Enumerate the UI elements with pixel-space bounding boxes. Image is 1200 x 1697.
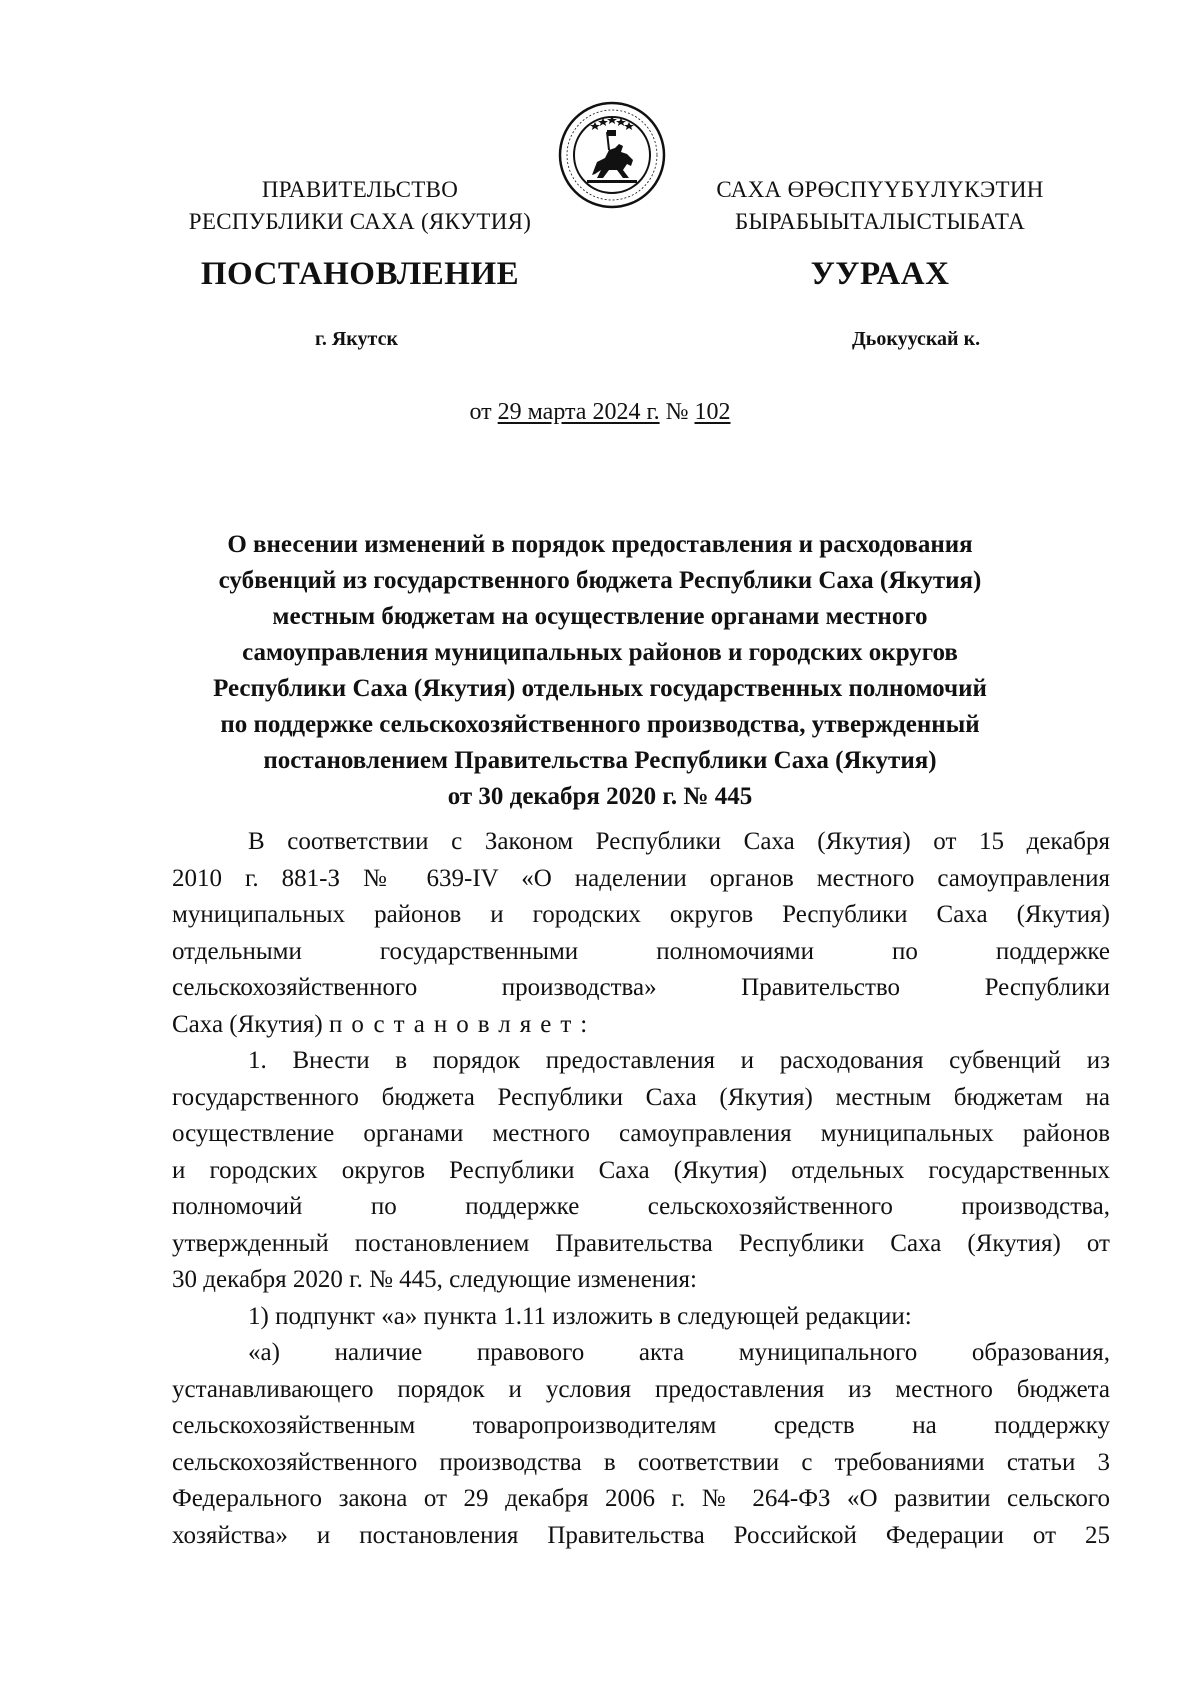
title-line: О внесении изменений в порядок предоставления и расходования bbox=[227, 531, 973, 558]
body-line: полномочий по поддержке сельскохозяйственного производства, bbox=[172, 1193, 1110, 1220]
header-right-government-name bbox=[680, 174, 1080, 238]
document-number: 102 bbox=[694, 399, 731, 425]
city-russian: г. Якутск bbox=[315, 328, 398, 350]
title-line: местным бюджетам на осуществление органами местного bbox=[272, 603, 928, 630]
body-line: Саха (Якутия) постановляет: bbox=[172, 1010, 597, 1038]
title-line: субвенций из государственного бюджета Республики Саха (Якутия) bbox=[218, 567, 982, 594]
document-title bbox=[180, 527, 1020, 815]
number-prefix: № bbox=[659, 399, 695, 425]
document-body bbox=[172, 824, 1110, 1554]
title-line: постановлением Правительства Республики Саха (Якутия) bbox=[263, 747, 937, 774]
title-line: от 30 декабря 2020 г. № 445 bbox=[447, 783, 753, 810]
title-line: по поддержке сельскохозяйственного производства, утвержденный bbox=[220, 711, 980, 738]
doc-type-sakha: УУРААХ bbox=[810, 256, 950, 292]
body-line: «а) наличие правового акта муниципального образования, bbox=[248, 1339, 1110, 1366]
body-line: сельскохозяйственного производства в соответствии с требованиями статьи 3 bbox=[172, 1448, 1110, 1476]
date-prefix: от bbox=[469, 399, 498, 425]
sakha-republic-emblem-icon bbox=[557, 100, 667, 210]
header-left-line-2: РЕСПУБЛИКИ САХА (ЯКУТИЯ) bbox=[188, 209, 532, 234]
body-line: сельскохозяйственным товаропроизводителям средств на поддержку bbox=[172, 1412, 1110, 1439]
header-right-line-2: БЫРАБЫЫТАЛЫСТЫБАТА bbox=[734, 209, 1026, 234]
body-line: Федерального закона от 29 декабря 2006 г. № 264-ФЗ «О развитии сельского bbox=[172, 1485, 1110, 1512]
doc-type-russian: ПОСТАНОВЛЕНИЕ bbox=[200, 256, 520, 292]
document-date: 29 марта 2024 г. bbox=[497, 399, 660, 425]
body-line: В соответствии с Законом Республики Саха (Якутия) от 15 декабря bbox=[248, 828, 1110, 855]
city-sakha: Дьокуускай к. bbox=[852, 328, 981, 350]
body-line: сельскохозяйственного производства» Правительство Республики bbox=[172, 974, 1110, 1001]
body-line: осуществление органами местного самоуправления муниципальных районов bbox=[172, 1120, 1110, 1147]
header-left-line-1: ПРАВИТЕЛЬСТВО bbox=[261, 177, 459, 202]
body-line: и городских округов Республики Саха (Якутия) отдельных государственных bbox=[172, 1156, 1110, 1184]
body-line: 1) подпункт «а» пункта 1.11 изложить в следующей редакции: bbox=[248, 1302, 912, 1330]
body-line: муниципальных районов и городских округов Республики Саха (Якутия) bbox=[172, 901, 1110, 928]
decree-verb: постановляет: bbox=[328, 1010, 597, 1038]
title-line: Республики Саха (Якутия) отдельных государственных полномочий bbox=[213, 675, 987, 702]
title-line: самоуправления муниципальных районов и городских округов bbox=[242, 639, 958, 666]
body-line: устанавливающего порядок и условия предоставления из местного бюджета bbox=[172, 1375, 1110, 1403]
body-line: 2010 г. 881-З № 639-IV «О наделении органов местного самоуправления bbox=[172, 864, 1110, 892]
body-line: государственного бюджета Республики Саха (Якутия) местным бюджетам на bbox=[172, 1083, 1110, 1111]
date-number-line bbox=[0, 399, 1200, 426]
header-left-government-name bbox=[170, 174, 550, 238]
body-line: 30 декабря 2020 г. № 445, следующие изменения: bbox=[172, 1266, 697, 1293]
body-line: 1. Внести в порядок предоставления и расходования субвенций из bbox=[248, 1047, 1110, 1074]
body-line: утвержденный постановлением Правительства Республики Саха (Якутия) от bbox=[172, 1229, 1110, 1257]
body-line: хозяйства» и постановления Правительства Российской Федерации от 25 bbox=[172, 1521, 1110, 1549]
header-right-line-1: САХА ӨРӨСПҮҮБҮЛҮКЭТИН bbox=[716, 177, 1044, 202]
body-line: отдельными государственными полномочиями по поддержке bbox=[172, 937, 1110, 965]
